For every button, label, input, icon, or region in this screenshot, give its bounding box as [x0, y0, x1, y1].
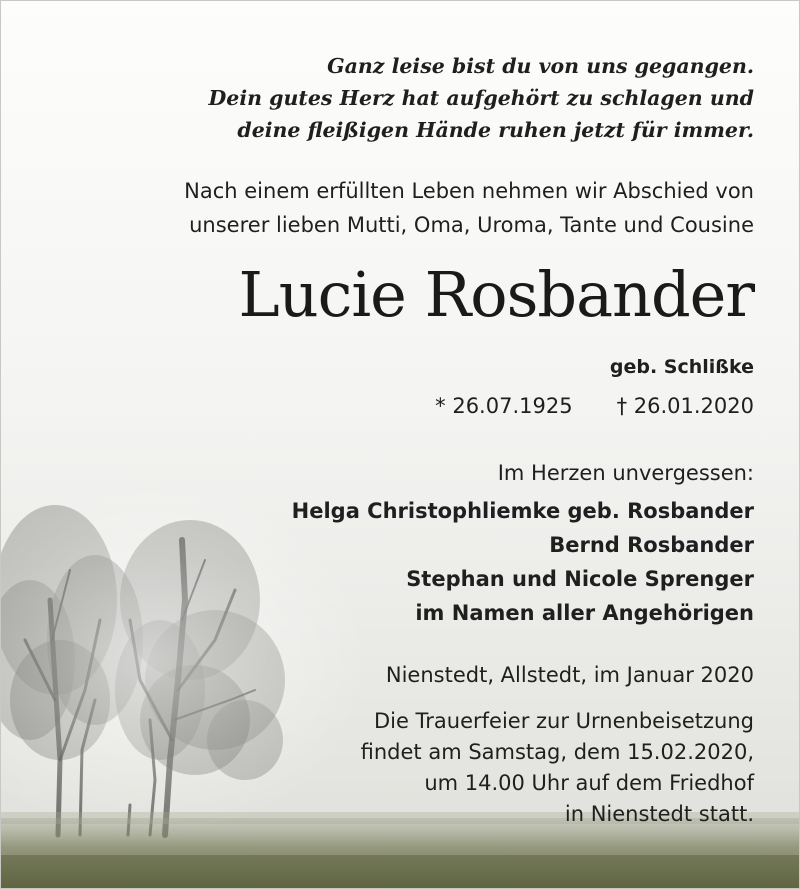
verse-line: Dein gutes Herz hat aufgehört zu schlagen und [208, 86, 754, 110]
mourner-name: im Namen aller Angehörigen [415, 601, 754, 625]
mourner-name: Helga Christophliemke geb. Rosbander [291, 499, 754, 523]
service-line: um 14.00 Uhr auf dem Friedhof [424, 771, 754, 795]
life-dates [435, 390, 754, 422]
birth-name: geb. Schlißke [609, 356, 754, 378]
funeral-service-info [361, 706, 754, 830]
memory-heading: Im Herzen unvergessen: [497, 461, 754, 485]
memorial-verse [209, 50, 754, 146]
mourners-list [292, 494, 754, 630]
intro-line: unserer lieben Mutti, Oma, Uroma, Tante und Cousine [189, 213, 754, 237]
mourner-name: Bernd Rosbander [549, 533, 754, 557]
deceased-name: Lucie Rosbander [238, 258, 754, 331]
place-and-date: Nienstedt, Allstedt, im Januar 2020 [385, 663, 754, 687]
service-line: in Nienstedt statt. [564, 802, 754, 826]
service-line: findet am Samstag, dem 15.02.2020, [360, 740, 754, 764]
service-line: Die Trauerfeier zur Urnenbeisetzung [373, 709, 754, 733]
farewell-intro [184, 174, 754, 242]
mourner-name: Stephan und Nicole Sprenger [406, 567, 754, 591]
verse-line: deine fleißigen Hände ruhen jetzt für immer. [237, 118, 754, 142]
verse-line: Ganz leise bist du von uns gegangen. [327, 54, 754, 78]
intro-line: Nach einem erfüllten Leben nehmen wir Abschied von [184, 179, 754, 203]
birth-date: * 26.07.1925 [435, 394, 573, 418]
death-date: † 26.01.2020 [616, 394, 754, 418]
